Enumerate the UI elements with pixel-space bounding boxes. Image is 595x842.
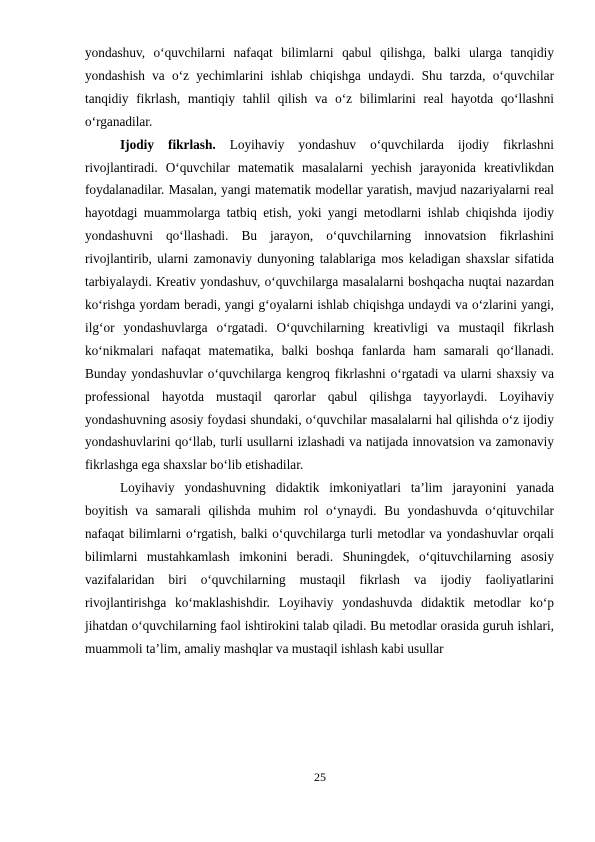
paragraph-creative-thinking	[85, 134, 554, 478]
page-number: 25	[314, 770, 326, 784]
paragraph-continuation	[85, 42, 554, 134]
paragraph-text: yondashuv, o‘quvchilarni nafaqat bilimlarni qabul qilishga, balki ularga tanqidiy yondashish va o‘z yechimlarini ishlab chiqishga undaydi. Shu tarzda, o‘quvchilar tanqidiy fikrlash, mantiqiy tahlil qilish va o‘z bilimlarini real hayotda qo‘llashni o‘rganadilar.	[85, 45, 554, 129]
paragraph-heading: Ijodiy fikrlash.	[120, 136, 216, 152]
document-page	[85, 42, 554, 660]
paragraph-text: Loyihaviy yondashuv o‘quvchilarda ijodiy fikrlashni rivojlantiradi. O‘quvchilar matematik masalalarni yechish jarayonida kreativlikdan foydalanadilar. Masalan, yangi matematik modellar yaratish, mavjud nazariyalarni real hayotdagi muammolarga tatbiq etish, yoki yangi metodlarni ishlab chiqishda ijodiy yondashuvni qo‘llashadi. Bu jarayon, o‘quvchilarning innovatsion fikrlashini rivojlantirib, ularni zamonaviy dunyoning talablariga mos keladigan shaxslar sifatida tarbiyalaydi. Kreativ yondashuv, o‘quvchilarga masalalarni boshqacha nuqtai nazardan ko‘rishga yordam beradi, yangi g‘oyalarni ishlab chiqishga undaydi va o‘zlarini yangi, ilg‘or yondashuvlarga o‘rgatadi. O‘quvchilarning kreativligi va mustaqil fikrlash ko‘nikmalari nafaqat matematika, balki boshqa fanlarda ham samarali qo‘llanadi. Bunday yondashuvlar o‘quvchilarga kengroq fikrlashni o‘rgatadi va ularni shaxsiy va professional hayotda mustaqil qarorlar qabul qilishga tayyorlaydi. Loyihaviy yondashuvning asosiy foydasi shundaki, o‘quvchilar masalalarni hal qilishda o‘z ijodiy yondashuvlarini qo‘llab, turli usullarni izlashadi va natijada innovatsion va zamonaviy fikrlashga ega shaxslar bo‘lib etishadilar.	[85, 136, 554, 473]
paragraph-text: Loyihaviy yondashuvning didaktik imkoniyatlari ta’lim jarayonini yanada boyitish va samarali qilishda muhim rol o‘ynaydi. Bu yondashuvda o‘qituvchilar nafaqat bilimlarni o‘rgatish, balki o‘quvchilarga turli metodlar va yondashuvlar orqali bilimlarni mustahkamlash imkonini beradi. Shuningdek, o‘qituvchilarning asosiy vazifalaridan biri o‘quvchilarning mustaqil fikrlash va ijodiy faoliyatlarini rivojlantirishga ko‘maklashishdir. Loyihaviy yondashuvda didaktik metodlar ko‘p jihatdan o‘quvchilarning faol ishtirokini talab qiladi. Bu metodlar orasida guruh ishlari, muammoli ta’lim, amaliy mashqlar va mustaqil ishlash kabi usullar	[85, 480, 554, 656]
paragraph-didactic	[85, 477, 554, 660]
